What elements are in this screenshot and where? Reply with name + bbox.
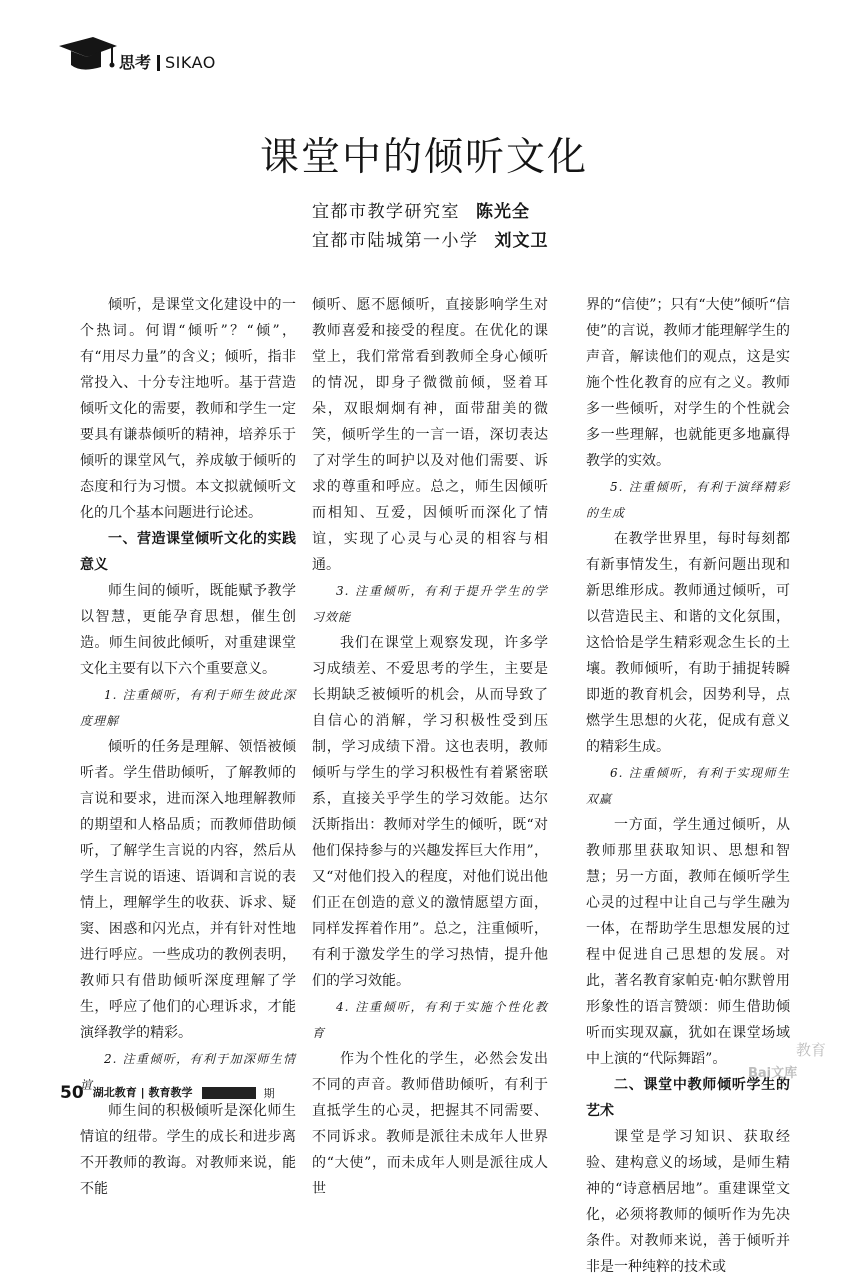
section-name: 思考	[119, 53, 152, 72]
redacted-block	[202, 1087, 256, 1099]
issue-suffix: 期	[263, 1087, 275, 1100]
paragraph: 一方面，学生通过倾听，从教师那里获取知识、思想和智慧；另一方面，教师在倾听学生心灵的过程中让自己与学生融为一体，在帮助学生思想发展的过程中促进自己思想的发展。对此，著名教育家帕克·帕尔默曾用形象性的语言赞颂：师生借助倾听而实现双赢，犹如在课堂场域中上演的“代际舞蹈”。	[586, 817, 790, 1067]
paragraph: 师生间的倾听，既能赋予教学以智慧，更能孕育思想，催生创造。师生间彼此倾听，对重建课堂文化主要有以下六个重要意义。	[80, 583, 296, 677]
paragraph: 倾听，是课堂文化建设中的一个热词。何谓“倾听”？“倾”，有“用尽力量”的含义；倾听，指非常投入、十分专注地听。基于营造倾听文化的需要，教师和学生一定要具有谦恭倾听的精神，培养乐于倾听的课堂风气，养成敏于倾听的态度和行为习惯。本文拟就倾听文化的几个基本问题进行论述。	[80, 297, 296, 521]
article-title: 课堂中的倾听文化	[259, 135, 588, 180]
subsection-heading: 4. 注重倾听，有利于实施个性化教育	[312, 1000, 548, 1040]
text-column-2	[312, 292, 548, 1202]
author-org: 宜都市陆城第一小学	[312, 231, 479, 251]
page-footer	[60, 1082, 275, 1104]
paragraph: 师生间的积极倾听是深化师生情谊的纽带。学生的成长和进步离不开教师的教诲。对教师来说，能不能	[80, 1103, 296, 1197]
watermark-logo: Bai文库	[748, 1066, 798, 1081]
subsection-heading: 5. 注重倾听，有利于演绎精彩的生成	[586, 480, 790, 520]
section-heading: 二、课堂中教师倾听学生的艺术	[586, 1077, 790, 1119]
paragraph: 在教学世界里，每时每刻都有新事情发生，有新问题出现和新思维形成。教师通过倾听，可以营造民主、和谐的文化氛围，这恰恰是学生精彩观念生长的土壤。教师倾听，有助于捕捉转瞬即逝的教育机会，因势利导，点燃学生思想的火花，促成有意义的精彩生成。	[586, 531, 790, 755]
author-line	[312, 200, 530, 224]
page-number: 50	[60, 1083, 84, 1103]
paragraph-continued: 倾听、愿不愿倾听，直接影响学生对教师喜爱和接受的程度。在优化的课堂上，我们常常看到教师全身心倾听的情况，即身子微微前倾，竖着耳朵，双眼炯炯有神，面带甜美的微笑，倾听学生的一言一语，深切表达了对学生的呵护以及对他们需要、诉求的尊重和呼应。总之，师生因倾听而相知、互爱，因倾听而深化了情谊，实现了心灵与心灵的相容与相通。	[312, 297, 548, 573]
author-org: 宜都市教学研究室	[312, 202, 460, 222]
paragraph-continued: 界的“信使”；只有“大使”倾听“信使”的言说，教师才能理解学生的声音，解读他们的观点，这是实施个性化教育的应有之义。教师多一些倾听，对学生的个性就会多一些理解，也就能更多地赢得教学的实效。	[586, 297, 790, 469]
subsection-heading: 6. 注重倾听，有利于实现师生双赢	[586, 766, 790, 806]
section-name-en: SIKAO	[165, 53, 216, 72]
author-name: 刘文卫	[494, 231, 549, 251]
subsection-heading: 3. 注重倾听，有利于提升学生的学习效能	[312, 584, 548, 624]
paragraph: 课堂是学习知识、获取经验、建构意义的场域，是师生精神的“诗意栖居地”。重建课堂文化，必须将教师的倾听作为先决条件。对教师来说，善于倾听并非是一种纯粹的技术或	[586, 1129, 790, 1275]
paragraph: 我们在课堂上观察发现，许多学习成绩差、不爱思考的学生，主要是长期缺乏被倾听的机会，从而导致了自信心的消解，学习积极性受到压制，学习成绩下滑。这也表明，教师倾听与学生的学习积极性有着紧密联系，直接关乎学生的学习效能。达尔沃斯指出：教师对学生的倾听，既“对他们保持参与的兴趣发挥巨大作用”，又“对他们投入的程度，对他们说出他们正在创造的意义的激情愿望方面，同样发挥着作用”。总之，注重倾听，有利于激发学生的学习热情，提升他们的学习效能。	[312, 635, 548, 989]
text-column-3	[586, 292, 790, 1280]
paragraph: 作为个性化的学生，必然会发出不同的声音。教师借助倾听，有利于直抵学生的心灵，把握其不同需要、不同诉求。教师是派往未成年人世界的“大使”，而未成年人则是派往成人世	[312, 1051, 548, 1197]
watermark-text: 教育	[795, 1041, 826, 1059]
text-column-1	[80, 292, 296, 1202]
subsection-heading: 2. 注重倾听，有利于加深师生情谊	[80, 1052, 296, 1092]
watermark	[726, 1040, 826, 1092]
paragraph: 倾听的任务是理解、领悟被倾听者。学生借助倾听，了解教师的言说和要求，进而深入地理解教师的期望和人格品质；而教师借助倾听，了解学生言说的内容，然后从学生言说的语速、语调和言说的表情上，理解学生的收获、诉求、疑窦、困惑和闪光点，并有针对性地进行呼应。一些成功的教例表明，教师只有借助倾听深度理解了学生，呼应了他们的心理诉求，才能演绎教学的精彩。	[80, 739, 296, 1041]
author-name: 陈光全	[476, 202, 530, 222]
journal-name: 湖北教育 | 教育教学	[92, 1086, 193, 1099]
section-divider	[157, 55, 160, 71]
subsection-heading: 1. 注重倾听，有利于师生彼此深度理解	[80, 688, 296, 728]
section-header	[57, 34, 357, 78]
graduation-cap-icon	[57, 34, 119, 78]
author-line	[312, 229, 549, 253]
section-heading: 一、营造课堂倾听文化的实践意义	[80, 531, 296, 573]
